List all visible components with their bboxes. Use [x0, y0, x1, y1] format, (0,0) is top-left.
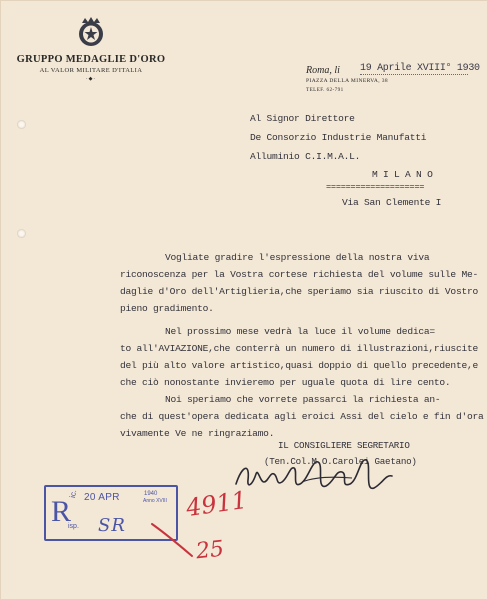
stamp-label-top: ic. [68, 489, 79, 499]
org-subtitle: AL VALOR MILITARE D'ITALIA [39, 67, 143, 74]
stamp-date: 20 APR [84, 492, 120, 503]
dateline-city: Roma, li [306, 65, 340, 76]
letterhead-ornament: ·◆· [85, 76, 97, 82]
body-line: pieno gradimento. [120, 303, 214, 314]
recipient-rule: ==================== [326, 182, 425, 192]
org-name: GRUPPO MEDAGLIE D'ORO [16, 54, 166, 65]
protocol-subnumber: 25 [194, 536, 226, 565]
body-line: che di quest'opera dedicata agli eroici Assi del cielo e fin d'ora [120, 411, 484, 422]
dateline-phone: TELEF. 62-791 [306, 87, 344, 93]
recipient-city: M I L A N O [372, 169, 433, 180]
body-line: Nel prossimo mese vedrà la luce il volume dedica= [165, 326, 435, 337]
recipient-line-3: Alluminio C.I.M.A.L. [250, 151, 361, 162]
body-line: del più alto valore artistico,quasi doppio di quello precedente,e [120, 360, 478, 371]
protocol-number: 4911 [184, 485, 249, 523]
punch-hole [17, 229, 26, 238]
stamp-year-era: Anno XVIII [143, 498, 167, 504]
dateline-address: PIAZZA DELLA MINERVA, 38 [306, 78, 389, 84]
body-line: vivamente Ve ne ringraziamo. [120, 428, 275, 439]
recipient-line-1: Al Signor Direttore [250, 113, 355, 124]
closing-name: (Ten.Col.M.O.Carolei Gaetano) [264, 456, 417, 467]
body-line: che ciò nonostante invieremo per uguale quota di lire cento. [120, 377, 451, 388]
closing-title: IL CONSIGLIERE SEGRETARIO [278, 440, 410, 451]
stamp-handwritten-initials: SR [98, 515, 126, 536]
stamp-label-bottom: isp. [68, 523, 79, 530]
handwritten-signature [232, 452, 408, 500]
body-line: riconoscenza per la Vostra cortese richiesta del volume sulle Me- [120, 269, 478, 280]
recipient-line-2: De Consorzio Industrie Manufatti [250, 132, 427, 143]
recipient-street: Via San Clemente I [342, 197, 442, 208]
stamp-year: 1940 [144, 491, 158, 497]
body-line: Vogliate gradire l'espressione della nostra viva [165, 252, 430, 263]
body-line: Noi speriamo che vorrete passarci la richiesta an- [165, 394, 441, 405]
body-line: to all'AVIAZIONE,che conterrà un numero di illustrazioni,riuscite [120, 343, 478, 354]
punch-hole [17, 120, 26, 129]
dateline-date: 19 Aprile XVIII° 1930 [360, 63, 480, 74]
body-line: daglie d'Oro dell'Artiglieria,che speriamo sia riuscito di Vostro [120, 286, 478, 297]
stamp-letter: R [51, 495, 72, 528]
crowned-shield-emblem-icon [76, 16, 106, 48]
